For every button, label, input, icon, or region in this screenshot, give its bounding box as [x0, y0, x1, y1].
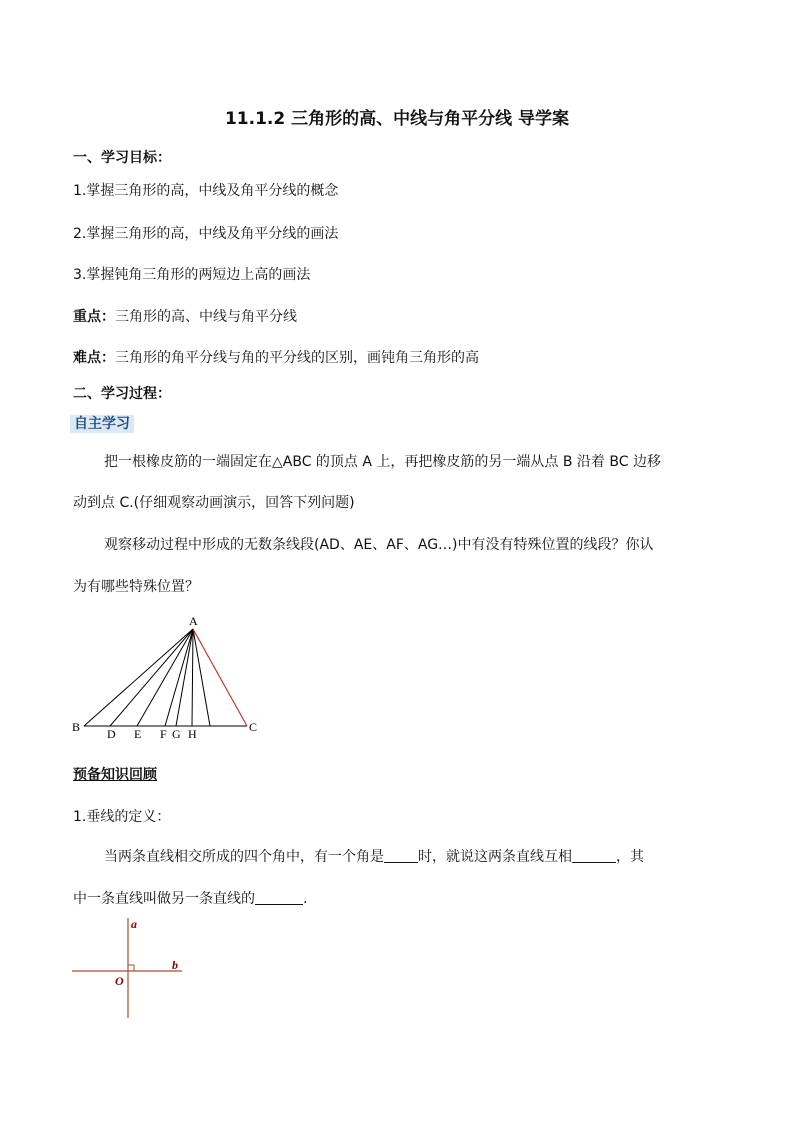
key-point	[73, 306, 297, 326]
label-b: B	[72, 720, 81, 734]
label-g: G	[172, 727, 181, 741]
perp-definition-line2	[73, 888, 307, 908]
self-study-tag-label: 自主学习	[70, 415, 134, 433]
key-point-text: 三角形的高、中线与角平分线	[115, 309, 297, 325]
goal-item-2: 2.掌握三角形的高，中线及角平分线的画法	[73, 226, 339, 242]
label-f: F	[160, 727, 167, 741]
document-title: 11.1.2 三角形的高、中线与角平分线 导学案	[224, 109, 570, 129]
difficult-point	[73, 347, 479, 367]
right-angle-mark	[128, 965, 134, 971]
triangle-figure	[60, 610, 280, 745]
perpendicular-figure	[68, 912, 198, 1024]
label-point-o: O	[115, 974, 124, 988]
difficult-point-text: 三角形的角平分线与角的平分线的区别，画钝角三角形的高	[115, 350, 479, 366]
review-heading	[73, 764, 157, 784]
perp-text-1: 当两条直线相交所成的四个角中，有一个角是	[104, 849, 384, 865]
label-line-b: b	[172, 958, 178, 972]
self-study-tag	[70, 413, 134, 433]
goal-item-1: 1.掌握三角形的高，中线及角平分线的概念	[73, 183, 339, 199]
perp-text-3: ，其	[616, 849, 644, 865]
self-study-para2-line1: 观察移动过程中形成的无数条线段(AD、AE、AF、AG…)中有没有特殊位置的线段？你认	[104, 537, 654, 553]
review-heading-text: 预备知识回顾	[73, 767, 157, 783]
label-h: H	[188, 727, 197, 741]
goal-item-3: 3.掌握钝角三角形的两短边上高的画法	[73, 267, 311, 283]
perp-text-4: 中一条直线叫做另一条直线的	[73, 891, 255, 907]
self-study-para1-line2: 动到点 C.(仔细观察动画演示，回答下列问题)	[73, 495, 355, 511]
review-item-1: 1.垂线的定义：	[73, 809, 171, 825]
segment-ad	[110, 629, 193, 726]
label-e: E	[134, 727, 142, 741]
difficult-point-label: 难点：	[73, 350, 115, 366]
blank-relation[interactable]	[572, 848, 616, 863]
label-d: D	[107, 727, 116, 741]
label-line-a: a	[131, 917, 137, 931]
label-a: A	[189, 614, 198, 628]
section-heading-process: 二、学习过程：	[73, 386, 171, 402]
perp-text-2: 时，就说这两条直线互相	[418, 849, 572, 865]
blank-term[interactable]	[255, 890, 303, 905]
self-study-para1-line1: 把一根橡皮筋的一端固定在△ABC 的顶点 A 上，再把橡皮筋的另一端从点 B 沿着 BC 边移	[104, 454, 661, 470]
label-c: C	[249, 720, 258, 734]
key-point-label: 重点：	[73, 309, 115, 325]
perp-text-5: .	[303, 891, 308, 907]
self-study-para2-line2: 为有哪些特殊位置？	[73, 579, 199, 595]
section-heading-goals: 一、学习目标：	[73, 150, 171, 166]
blank-angle[interactable]	[384, 848, 418, 863]
triangle-lines	[84, 629, 247, 726]
side-ab	[84, 629, 193, 726]
segment-ah	[192, 629, 193, 726]
perp-definition-line1	[104, 846, 644, 866]
